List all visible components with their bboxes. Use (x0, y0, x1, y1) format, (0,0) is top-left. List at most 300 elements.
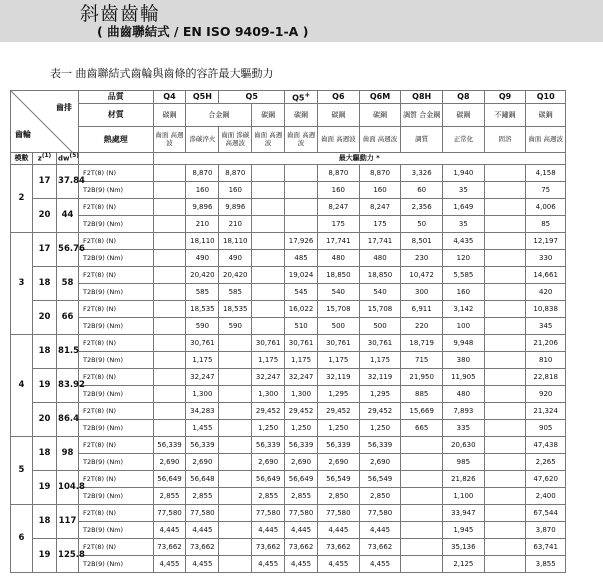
value-cell (252, 284, 285, 301)
value-cell (153, 369, 186, 386)
z-cell: 17 (32, 233, 56, 267)
value-cell (153, 233, 186, 250)
value-cell (484, 403, 526, 420)
value-cell: 29,452 (359, 403, 401, 420)
value-cell: 1,300 (186, 386, 219, 403)
value-cell: 4,445 (285, 522, 318, 539)
value-cell: 16,022 (285, 301, 318, 318)
value-cell: 30,761 (359, 335, 401, 352)
material-q5plus: 碳鋼 (285, 104, 318, 127)
dw-cell: 98 (57, 437, 79, 471)
value-cell: 77,580 (359, 505, 401, 522)
value-cell: 1,175 (285, 352, 318, 369)
value-cell: 490 (186, 250, 219, 267)
quality-q6m: Q6M (359, 91, 401, 104)
value-cell: 56,649 (252, 471, 285, 488)
torque-unit-label: T2B(9) (Nm) (78, 250, 153, 267)
value-cell: 1,175 (359, 352, 401, 369)
value-cell: 210 (219, 216, 252, 233)
value-cell (285, 182, 318, 199)
value-cell: 3,142 (443, 301, 485, 318)
value-cell (484, 420, 526, 437)
torque-unit-label: T2B(9) (Nm) (78, 216, 153, 233)
dw-cell: 86.4 (57, 403, 79, 437)
value-cell (219, 522, 252, 539)
torque-unit-label: T2B(9) (Nm) (78, 182, 153, 199)
module-cell: 6 (11, 505, 33, 573)
value-cell (484, 301, 526, 318)
table-row (11, 216, 566, 233)
corner-top-label: 齒排 (55, 103, 72, 112)
value-cell (484, 488, 526, 505)
quality-q4: Q4 (153, 91, 186, 104)
value-cell: 2,690 (186, 454, 219, 471)
force-unit-label: F2T(8) (N) (78, 437, 153, 454)
dw-cell: 44 (57, 199, 79, 233)
value-cell (219, 386, 252, 403)
value-cell: 1,295 (318, 386, 360, 403)
value-cell (484, 182, 526, 199)
force-unit-label: F2T(8) (N) (78, 233, 153, 250)
value-cell: 590 (219, 318, 252, 335)
value-cell (484, 556, 526, 573)
value-cell: 15,708 (359, 301, 401, 318)
value-cell (252, 318, 285, 335)
value-cell (484, 318, 526, 335)
value-cell: 60 (401, 182, 443, 199)
value-cell (252, 165, 285, 182)
torque-unit-label: T2B(9) (Nm) (78, 522, 153, 539)
module-cell: 5 (11, 437, 33, 505)
table-row (11, 386, 566, 403)
dw-cell: 66 (57, 301, 79, 335)
z-cell: 20 (32, 199, 56, 233)
value-cell: 2,356 (401, 199, 443, 216)
value-cell: 420 (526, 284, 566, 301)
table-row (11, 267, 566, 284)
value-cell: 35,136 (443, 539, 485, 556)
value-cell: 4,455 (186, 556, 219, 573)
table-row (11, 233, 566, 250)
value-cell: 77,580 (252, 505, 285, 522)
value-cell: 1,250 (359, 420, 401, 437)
table-row (11, 454, 566, 471)
value-cell (153, 335, 186, 352)
value-cell: 4,435 (443, 233, 485, 250)
value-cell: 56,339 (318, 437, 360, 454)
row-label-treatment: 熱處理 (78, 127, 153, 153)
value-cell: 20,420 (219, 267, 252, 284)
z-cell: 18 (32, 437, 56, 471)
value-cell (285, 216, 318, 233)
value-cell: 2,855 (186, 488, 219, 505)
value-cell (401, 505, 443, 522)
value-cell: 1,250 (285, 420, 318, 437)
value-cell: 47,620 (526, 471, 566, 488)
value-cell: 35 (443, 216, 485, 233)
value-cell: 4,445 (153, 522, 186, 539)
value-cell: 540 (318, 284, 360, 301)
torque-unit-label: T2B(9) (Nm) (78, 352, 153, 369)
value-cell: 35 (443, 182, 485, 199)
value-cell: 21,950 (401, 369, 443, 386)
value-cell: 3,326 (401, 165, 443, 182)
value-cell (219, 437, 252, 454)
treatment-q5-col2: 齒面 高週波 (252, 127, 285, 153)
section-label-max-drive-force: 最大驅動力 * (153, 153, 565, 165)
treatment-q9: 固溶 (484, 127, 526, 153)
value-cell: 19,024 (285, 267, 318, 284)
value-cell: 480 (443, 386, 485, 403)
module-cell: 4 (11, 335, 33, 437)
value-cell (219, 369, 252, 386)
value-cell: 4,158 (526, 165, 566, 182)
value-cell (484, 454, 526, 471)
quality-q9: Q9 (484, 91, 526, 104)
value-cell (219, 505, 252, 522)
treatment-q4: 齒面 高週波 (153, 127, 186, 153)
value-cell: 545 (285, 284, 318, 301)
value-cell (484, 522, 526, 539)
value-cell: 160 (318, 182, 360, 199)
torque-unit-label: T2B(9) (Nm) (78, 386, 153, 403)
value-cell: 77,580 (318, 505, 360, 522)
value-cell: 29,452 (285, 403, 318, 420)
value-cell (484, 437, 526, 454)
value-cell: 8,247 (359, 199, 401, 216)
force-unit-label: F2T(8) (N) (78, 199, 153, 216)
table-row (11, 505, 566, 522)
force-unit-label: F2T(8) (N) (78, 539, 153, 556)
value-cell: 810 (526, 352, 566, 369)
torque-unit-label: T2B(9) (Nm) (78, 454, 153, 471)
value-cell: 2,400 (526, 488, 566, 505)
value-cell (252, 233, 285, 250)
data-rows (11, 165, 566, 573)
page-subtitle: ( 曲齒聯結式 / EN ISO 9409-1-A ) (97, 24, 309, 39)
corner-divider-line (11, 91, 73, 153)
value-cell (153, 301, 186, 318)
row-label-material: 材質 (78, 104, 153, 127)
material-q4: 碳鋼 (153, 104, 186, 127)
value-cell (484, 284, 526, 301)
force-unit-label: F2T(8) (N) (78, 165, 153, 182)
value-cell (219, 420, 252, 437)
value-cell: 12,197 (526, 233, 566, 250)
value-cell: 1,649 (443, 199, 485, 216)
value-cell: 905 (526, 420, 566, 437)
z-cell: 17 (32, 165, 56, 199)
value-cell: 56,649 (153, 471, 186, 488)
value-cell (484, 352, 526, 369)
value-cell: 56,339 (153, 437, 186, 454)
value-cell (153, 182, 186, 199)
value-cell: 73,662 (153, 539, 186, 556)
value-cell: 1,175 (318, 352, 360, 369)
value-cell (219, 454, 252, 471)
value-cell (484, 505, 526, 522)
value-cell (252, 182, 285, 199)
value-cell: 500 (318, 318, 360, 335)
value-cell: 14,661 (526, 267, 566, 284)
value-cell: 590 (186, 318, 219, 335)
value-cell: 56,339 (186, 437, 219, 454)
table-row (11, 199, 566, 216)
dw-cell: 117 (57, 505, 79, 539)
value-cell: 1,300 (252, 386, 285, 403)
treatment-q5-col1: 齒面 滲碳高週波 (219, 127, 252, 153)
value-cell: 1,175 (186, 352, 219, 369)
treatment-q5h: 滲碳淬火 (186, 127, 219, 153)
value-cell (401, 437, 443, 454)
value-cell (153, 284, 186, 301)
material-q5h-q5: 合金鋼 (186, 104, 252, 127)
value-cell: 1,945 (443, 522, 485, 539)
dw-cell: 56.76 (57, 233, 79, 267)
value-cell: 1,940 (443, 165, 485, 182)
z-cell: 18 (32, 267, 56, 301)
value-cell: 18,110 (219, 233, 252, 250)
value-cell: 18,850 (359, 267, 401, 284)
dw-cell: 81.5 (57, 335, 79, 369)
value-cell: 175 (359, 216, 401, 233)
value-cell: 77,580 (186, 505, 219, 522)
value-cell: 160 (359, 182, 401, 199)
value-cell: 9,896 (219, 199, 252, 216)
value-cell: 1,250 (318, 420, 360, 437)
value-cell: 30,761 (285, 335, 318, 352)
value-cell: 1,175 (252, 352, 285, 369)
value-cell: 330 (526, 250, 566, 267)
value-cell: 56,649 (285, 471, 318, 488)
dw-cell: 37.84 (57, 165, 79, 199)
value-cell: 17,741 (318, 233, 360, 250)
value-cell: 56,339 (252, 437, 285, 454)
value-cell (401, 556, 443, 573)
quality-q5: Q5 (219, 91, 285, 104)
table-row (11, 556, 566, 573)
table-row (11, 165, 566, 182)
value-cell: 56,339 (359, 437, 401, 454)
value-cell: 21,826 (443, 471, 485, 488)
force-unit-label: F2T(8) (N) (78, 369, 153, 386)
value-cell: 20,630 (443, 437, 485, 454)
value-cell (401, 522, 443, 539)
treatment-q6: 齒面 高週波 (318, 127, 360, 153)
module-cell: 2 (11, 165, 33, 233)
value-cell: 17,926 (285, 233, 318, 250)
table-row (11, 420, 566, 437)
value-cell: 8,870 (186, 165, 219, 182)
value-cell: 29,452 (252, 403, 285, 420)
force-unit-label: F2T(8) (N) (78, 301, 153, 318)
value-cell (153, 267, 186, 284)
value-cell: 56,549 (318, 471, 360, 488)
value-cell: 29,452 (318, 403, 360, 420)
value-cell (252, 267, 285, 284)
value-cell: 8,870 (318, 165, 360, 182)
value-cell: 9,896 (186, 199, 219, 216)
value-cell: 4,455 (285, 556, 318, 573)
value-cell: 32,247 (186, 369, 219, 386)
quality-q5plus: Q5+ (285, 91, 318, 104)
value-cell: 2,690 (359, 454, 401, 471)
force-unit-label: F2T(8) (N) (78, 267, 153, 284)
value-cell: 30,761 (186, 335, 219, 352)
value-cell: 2,850 (318, 488, 360, 505)
value-cell: 4,006 (526, 199, 566, 216)
value-cell: 4,445 (252, 522, 285, 539)
value-cell: 56,549 (359, 471, 401, 488)
module-cell: 3 (11, 233, 33, 335)
value-cell: 210 (186, 216, 219, 233)
value-cell: 345 (526, 318, 566, 335)
treatment-q5plus: 齒面 高週波 (285, 127, 318, 153)
value-cell: 2,850 (359, 488, 401, 505)
value-cell: 21,206 (526, 335, 566, 352)
dw-cell: 58 (57, 267, 79, 301)
value-cell: 32,247 (252, 369, 285, 386)
value-cell: 220 (401, 318, 443, 335)
value-cell (219, 539, 252, 556)
z-cell: 19 (32, 539, 56, 573)
torque-unit-label: T2B(9) (Nm) (78, 420, 153, 437)
torque-unit-label: T2B(9) (Nm) (78, 556, 153, 573)
torque-unit-label: T2B(9) (Nm) (78, 284, 153, 301)
value-cell: 50 (401, 216, 443, 233)
material-q5-col2: 碳鋼 (252, 104, 285, 127)
dw-cell: 83.92 (57, 369, 79, 403)
value-cell: 67,544 (526, 505, 566, 522)
value-cell: 15,708 (318, 301, 360, 318)
value-cell: 4,455 (318, 556, 360, 573)
quality-q6: Q6 (318, 91, 360, 104)
table-row (11, 318, 566, 335)
table-row (11, 352, 566, 369)
col-head-module: 模數 (11, 153, 33, 165)
value-cell: 160 (186, 182, 219, 199)
material-q8h: 調質 合金鋼 (401, 104, 443, 127)
value-cell (484, 165, 526, 182)
value-cell: 1,295 (359, 386, 401, 403)
value-cell (401, 454, 443, 471)
z-cell: 18 (32, 335, 56, 369)
treatment-q8h: 調質 (401, 127, 443, 153)
value-cell: 510 (285, 318, 318, 335)
value-cell: 9,948 (443, 335, 485, 352)
table-caption: 表一 曲齒聯結式齒輪與齒條的容許最大驅動力 (50, 67, 274, 80)
value-cell: 300 (401, 284, 443, 301)
value-cell (219, 352, 252, 369)
value-cell: 75 (526, 182, 566, 199)
value-cell: 715 (401, 352, 443, 369)
z-cell: 20 (32, 301, 56, 335)
value-cell: 5,585 (443, 267, 485, 284)
value-cell (484, 233, 526, 250)
value-cell (219, 403, 252, 420)
z-cell: 19 (32, 471, 56, 505)
quality-q5h: Q5H (186, 91, 219, 104)
value-cell: 22,818 (526, 369, 566, 386)
col-head-dw: $dw^{(5)}$ (58, 153, 79, 163)
value-cell: 73,662 (359, 539, 401, 556)
value-cell: 10,472 (401, 267, 443, 284)
value-cell (401, 488, 443, 505)
table-row (11, 403, 566, 420)
drive-force-table (10, 90, 566, 573)
value-cell (153, 199, 186, 216)
value-cell: 160 (219, 182, 252, 199)
value-cell: 490 (219, 250, 252, 267)
material-q10: 碳鋼 (526, 104, 566, 127)
value-cell (252, 301, 285, 318)
value-cell (153, 403, 186, 420)
value-cell: 3,855 (526, 556, 566, 573)
z-cell: 19 (32, 369, 56, 403)
value-cell (484, 199, 526, 216)
value-cell: 1,300 (285, 386, 318, 403)
value-cell: 11,905 (443, 369, 485, 386)
value-cell: 17,741 (359, 233, 401, 250)
value-cell (252, 250, 285, 267)
value-cell: 480 (359, 250, 401, 267)
force-unit-label: F2T(8) (N) (78, 335, 153, 352)
value-cell: 585 (186, 284, 219, 301)
quality-q10: Q10 (526, 91, 566, 104)
value-cell: 34,283 (186, 403, 219, 420)
table-row (11, 522, 566, 539)
value-cell: 73,662 (186, 539, 219, 556)
value-cell: 18,535 (219, 301, 252, 318)
value-cell: 665 (401, 420, 443, 437)
value-cell: 120 (443, 250, 485, 267)
dw-cell: 104.8 (57, 471, 79, 505)
value-cell: 335 (443, 420, 485, 437)
value-cell: 63,741 (526, 539, 566, 556)
value-cell: 2,855 (285, 488, 318, 505)
value-cell: 4,455 (252, 556, 285, 573)
value-cell: 85 (526, 216, 566, 233)
value-cell: 1,250 (252, 420, 285, 437)
value-cell: 15,669 (401, 403, 443, 420)
value-cell: 100 (443, 318, 485, 335)
value-cell: 8,870 (359, 165, 401, 182)
value-cell (252, 216, 285, 233)
value-cell: 160 (443, 284, 485, 301)
material-q6m: 碳鋼 (359, 104, 401, 127)
value-cell: 885 (401, 386, 443, 403)
value-cell: 4,445 (359, 522, 401, 539)
table-row (11, 471, 566, 488)
table-row (11, 284, 566, 301)
value-cell: 30,761 (252, 335, 285, 352)
value-cell: 7,893 (443, 403, 485, 420)
value-cell: 33,947 (443, 505, 485, 522)
quality-q8h: Q8H (401, 91, 443, 104)
value-cell: 2,855 (153, 488, 186, 505)
value-cell: 2,690 (318, 454, 360, 471)
material-q6: 碳鋼 (318, 104, 360, 127)
value-cell (219, 335, 252, 352)
value-cell: 30,761 (318, 335, 360, 352)
value-cell (484, 539, 526, 556)
torque-unit-label: T2B(9) (Nm) (78, 318, 153, 335)
table-row (11, 182, 566, 199)
value-cell: 32,119 (359, 369, 401, 386)
value-cell: 32,247 (285, 369, 318, 386)
value-cell: 21,324 (526, 403, 566, 420)
value-cell: 77,580 (153, 505, 186, 522)
